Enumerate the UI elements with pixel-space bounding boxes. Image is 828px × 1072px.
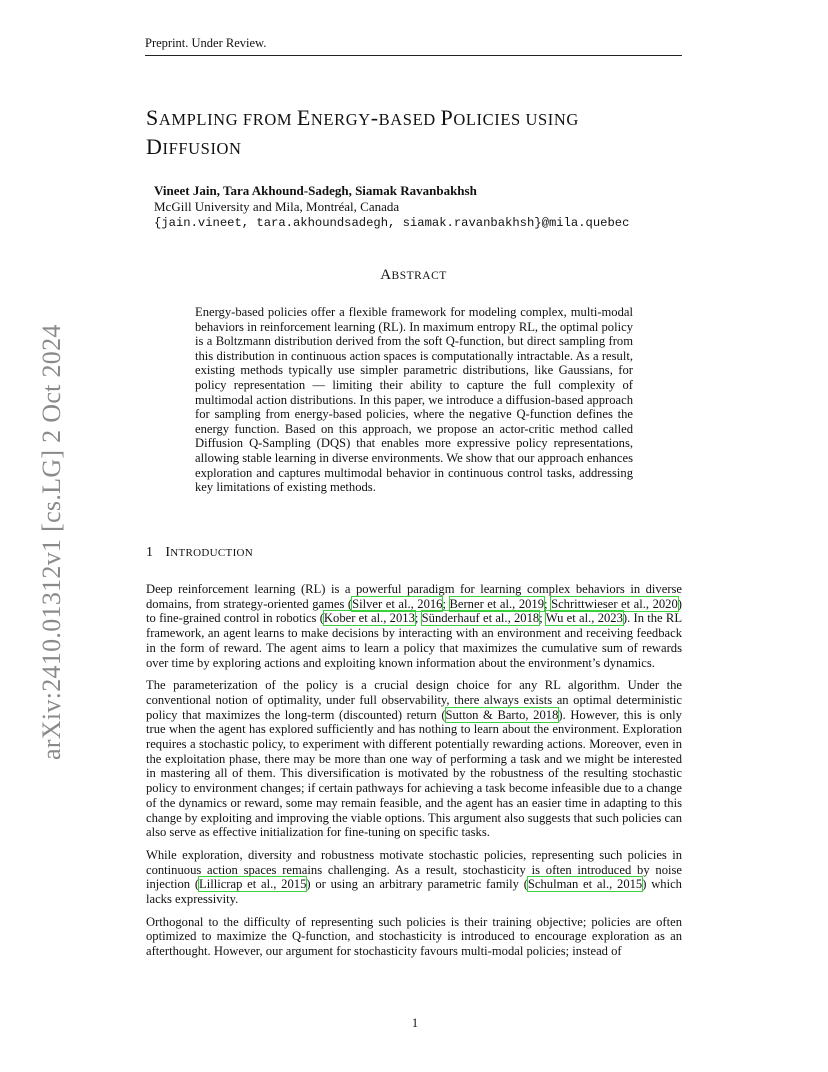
abstract-heading: ABSTRACT (380, 267, 447, 283)
title-word-energy-based: ENERGY-BASED (296, 105, 441, 130)
paragraph-3: While exploration, diversity and robustness motivate stochastic policies, representing such policies in continuous action spaces remains challenging. As a result, stochasticity is often introduced by noise injection (Lillicrap et al., 2015) or using an arbitrary parametric family (Schulman et al., 2015) which lacks expressivity. (146, 847, 682, 907)
author-names: Vineet Jain, Tara Akhound-Sadegh, Siamak Ravanbakhsh (154, 183, 477, 198)
author-emails: {jain.vineet, tara.akhoundsadegh, siamak.ravanbakhsh}@mila.quebec (154, 216, 630, 230)
section-heading-introduction: 1 INTRODUCTION (146, 545, 254, 560)
citation-link[interactable]: Sutton & Barto, 2018 (445, 707, 559, 722)
title-word-diffusion: DIFFUSION (146, 134, 242, 159)
title-word-policies-using: POLICIES USING (440, 105, 579, 130)
citation-link[interactable]: Schulman et al., 2015 (527, 877, 643, 892)
citation-link[interactable]: Lillicrap et al., 2015 (199, 877, 307, 892)
paper-title (146, 104, 686, 162)
paragraph-2: The parameterization of the policy is a crucial design choice for any RL algorithm. Under the conventional notion of optimality, under full observability, there always exists an optimal deterministic policy that maximizes the long-term (discounted) return (Sutton & Barto, 2018). However, this is only true when the agent has explored sufficiently and has nothing to learn about the environment. Exploration requires a stochastic policy, to experiment with different potentially rewarding actions. Moreover, even in the exploitation phase, there may be more than one way of performing a task and we might be interested in mastering all of them. This diversification is motivated by the robustness of the resulting stochastic policy to environment changes; if certain pathways for achieving a task become infeasible due to a change of the dynamics or reward, some may remain feasible, and the agent has an easier time in adapting to this change by exploiting and improving the viable options. This argument also suggests that such policies can also serve as effective initialization for fine-tuning on specific tasks. (146, 678, 682, 840)
citation-link[interactable]: Kober et al., 2013 (323, 611, 415, 626)
arxiv-stamp: arXiv:2410.01312v1 [cs.LG] 2 Oct 2024 (37, 324, 66, 760)
paragraph-4: Orthogonal to the difficulty of representing such policies is their training objective; policies are often optimized to maximize the Q-function, and stochasticity is introduced to encourage exploration as an afterthought. However, our argument for stochasticity favours multi-modal policies; instead of (146, 914, 682, 959)
author-block (154, 183, 694, 231)
citation-link[interactable]: Berner et al., 2019 (449, 596, 545, 611)
citation-link[interactable]: Schrittwieser et al., 2020 (551, 596, 678, 611)
author-affiliation: McGill University and Mila, Montréal, Canada (154, 199, 400, 214)
citation-link[interactable]: Silver et al., 2016 (352, 596, 443, 611)
abstract-text: Energy-based policies offer a flexible framework for modeling complex, multi-modal behaviors in reinforcement learning (RL). In maximum entropy RL, the optimal policy is a Boltzmann distribution derived from the soft Q-function, but direct sampling from this distribution in continuous action spaces is computationally intractable. As a result, existing methods typically use simpler parametric distributions, like Gaussians, for policy representation — limiting their ability to capture the full complexity of multimodal action distributions. In this paper, we introduce a diffusion-based approach for sampling from energy-based policies, where the negative Q-function defines the energy function. Based on this approach, we propose an actor-critic method called Diffusion Q-Sampling (DQS) that enables more expressive policy representations, allowing stable learning in diverse environments. We show that our approach enhances exploration and captures multimodal behavior in continuous control tasks, addressing key limitations of existing methods. (195, 305, 634, 495)
running-header: Preprint. Under Review. (145, 36, 682, 56)
introduction-body (146, 582, 682, 967)
page-number: 1 (411, 1016, 419, 1030)
title-word-sampling: SAMPLING FROM (146, 105, 297, 130)
citation-link[interactable]: Wu et al., 2023 (545, 611, 623, 626)
paragraph-1: Deep reinforcement learning (RL) is a powerful paradigm for learning complex behaviors in diverse domains, from strategy-oriented games (Silver et al., 2016; Berner et al., 2019; Schrittwieser et al., 2020) to fine-grained control in robotics (Kober et al., 2013; Sünderhauf et al., 2018; Wu et al., 2023). In the RL framework, an agent learns to make decisions by interacting with an environment and receiving feedback in the form of reward. The agent aims to learn a policy that maximizes the cumulative sum of rewards over time by exploring actions and exploiting known information about the environment’s dynamics. (146, 582, 683, 670)
citation-link[interactable]: Sünderhauf et al., 2018 (421, 611, 540, 626)
section-number: 1 (146, 545, 154, 560)
